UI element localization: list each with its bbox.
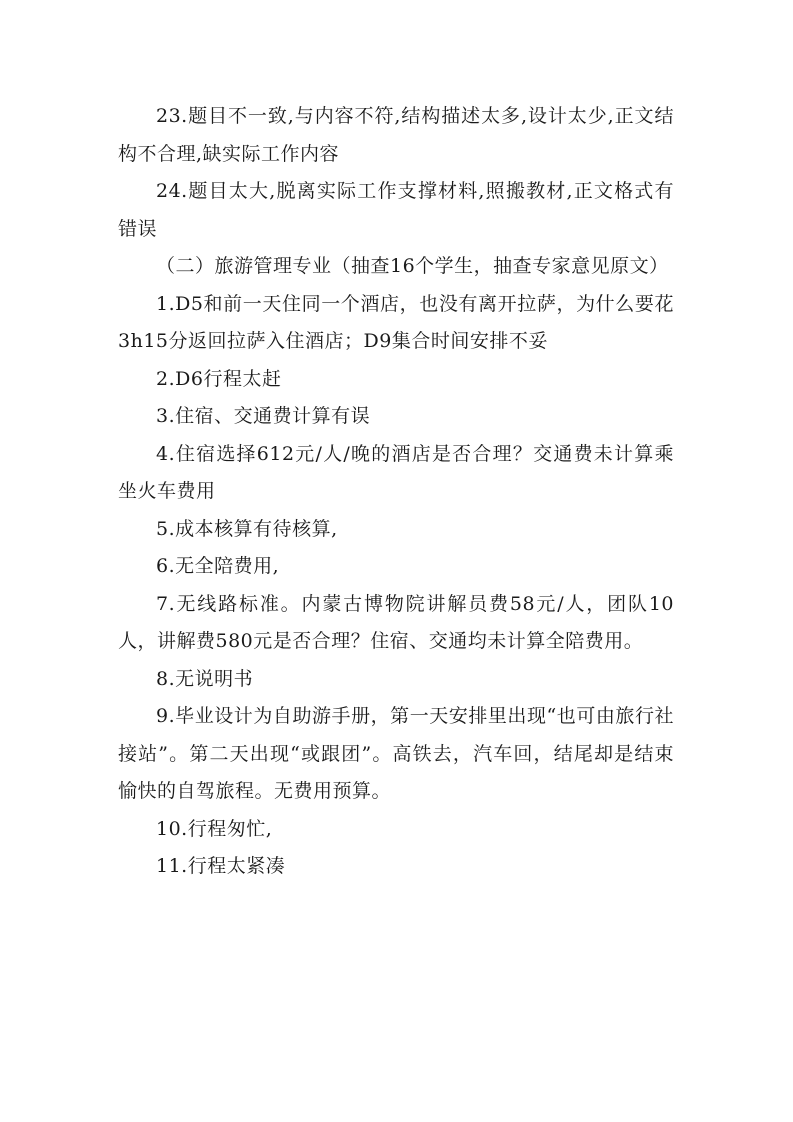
list-item: 5.成本核算有待核算,: [156, 517, 338, 540]
list-item: 8.无说明书: [156, 667, 254, 690]
list-item: 6.无全陪费用,: [156, 555, 280, 577]
list-item: 9.毕业设计为自助游手册，第一天安排里出现“也可由旅行社接站”。第二天出现“或跟团”。高铁去，汽车回，结尾却是结束愉快的自驾旅程。无费用预算。: [118, 705, 674, 802]
list-item: 2.D6行程太赶: [156, 367, 282, 390]
paragraph-24: 24.题目太大,脱离实际工作支撑材料,照搬教材,正文格式有错误: [118, 180, 674, 240]
document-page: [118, 98, 674, 886]
list-item: 10.行程匆忙,: [156, 817, 273, 840]
list-item: 4.住宿选择612元/人/晚的酒店是否合理？交通费未计算乘坐火车费用: [118, 442, 674, 502]
list-item: 11.行程太紧凑: [156, 855, 286, 877]
list-item: 7.无线路标准。内蒙古博物院讲解员费58元/人，团队10人，讲解费580元是否合理？住宿、交通均未计算全陪费用。: [118, 592, 674, 652]
paragraph-23: 23.题目不一致,与内容不符,结构描述太多,设计太少,正文结构不合理,缺实际工作内容: [118, 105, 674, 165]
section-heading-tourism-management: （二）旅游管理专业（抽查16个学生，抽查专家意见原文）: [156, 255, 669, 277]
list-item: 3.住宿、交通费计算有误: [156, 405, 371, 427]
list-item: 1.D5和前一天住同一个酒店，也没有离开拉萨，为什么要花3h15分返回拉萨入住酒店；D9集合时间安排不妥: [118, 292, 674, 352]
